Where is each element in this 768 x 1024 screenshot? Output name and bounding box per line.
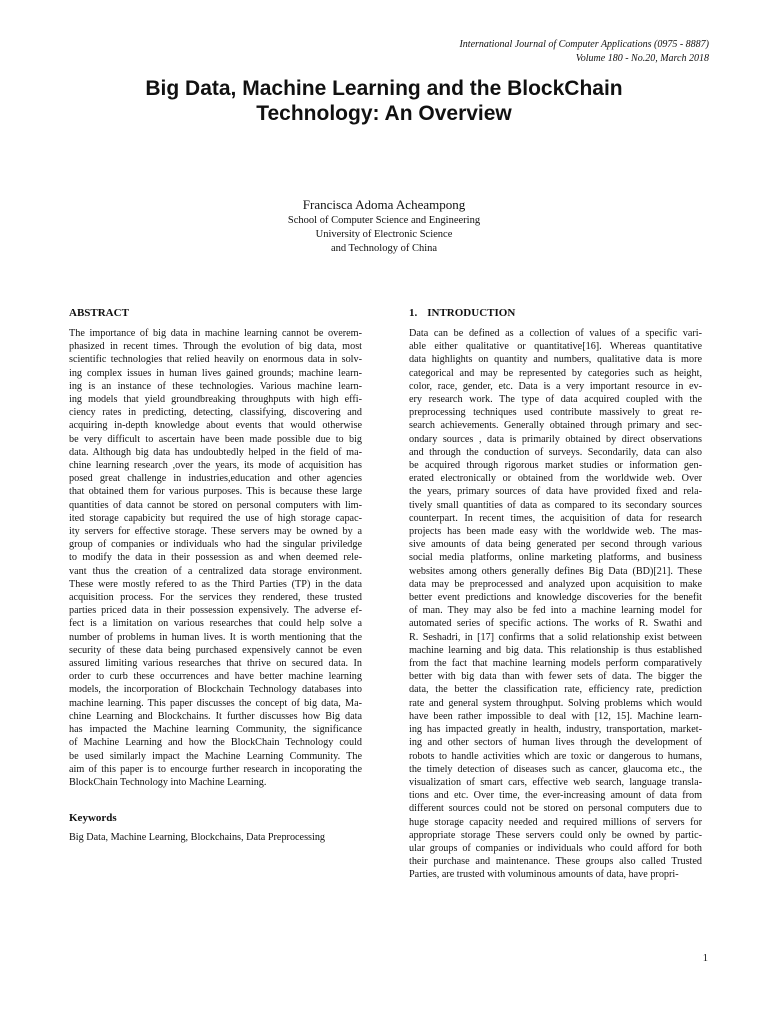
abstract-heading: ABSTRACT [69, 307, 129, 319]
text-line: machine learning. This paper discusses the concept of big data, Ma- [69, 697, 362, 709]
text-line: The importance of big data in machine learning cannot be overem- [69, 328, 362, 339]
text-line: order to curb these occurrences and have better machine learning [69, 671, 362, 683]
text-line: color, race, gender, etc. Data is a very important resource in ev- [409, 380, 702, 392]
abstract-section [69, 306, 362, 789]
text-line: to modify the data in their possession as and when deemed rele- [69, 552, 362, 564]
text-line: erated electronically or obtained from the worldwide web. Over [409, 473, 702, 485]
text-line: number of problems in human lives. It is worth mentioning that the [69, 631, 362, 643]
text-line: ing complex issues in human lives gained grounds; machine learn- [69, 367, 362, 379]
text-line: scientific technologies that relied heavily on enormous data in solv- [69, 354, 362, 366]
text-line: data. Although big data has undoubtedly helped in the field of ma- [69, 446, 362, 458]
text-line: websites among others generally defines Big Data (BD)[21]. These [409, 565, 702, 577]
author-affiliation-line: and Technology of China [330, 243, 438, 254]
text-line: data highlights on quantity and numbers, qualitative data is more [409, 354, 702, 366]
author-affiliation-line: School of Computer Science and Engineering [287, 215, 481, 226]
text-line: models, the incorporation of Blockchain Technology databases into [69, 684, 362, 696]
text-line: acquiring in-depth knowledge about events that would otherwise [69, 420, 362, 432]
text-line: ing is an instance of these technologies. Various machine learn- [69, 380, 362, 392]
introduction-heading [409, 306, 702, 320]
author-name: Francisca Adoma Acheampong [302, 197, 466, 212]
text-line: ited storage capabicity but required the use of high storage capac- [69, 512, 362, 524]
text-line: security of these data being purchased expensively cannot be even [69, 644, 362, 656]
text-line: ciency rates in predicting, detecting, classifying, discovering and [69, 407, 362, 419]
text-line: able either qualitative or quantitative[16]. Whereas quantitative [409, 341, 702, 353]
text-line: preprocessing techniques used contribute massively to great re- [409, 407, 702, 419]
text-line: automated series of specific actions. The works of R. Swathi and [409, 618, 702, 630]
journal-header [459, 38, 709, 66]
text-line: their purchase and maintenance. These groups also called Trusted [409, 856, 702, 868]
text-line: better with big data than with fewer sets of data. The bigger the [409, 671, 702, 683]
text-line: ular groups of companies or individuals who could afford for both [409, 842, 702, 854]
text-line: has impacted the Machine learning Community, the significance [69, 724, 362, 736]
text-line: chine Learning and Blockchains. It further discusses how Big data [69, 710, 362, 722]
text-line: the years, primary sources of data have provided fixed and rela- [409, 486, 702, 498]
text-line: Parties, are trusted with voluminous amounts of data, have propri- [409, 869, 679, 881]
text-line: Data can be defined as a collection of values of a specific vari- [409, 328, 702, 339]
page-number: 1 [702, 953, 708, 964]
text-line: sive amounts of data being generated per second through various [409, 539, 702, 551]
text-line: aim of this paper is to encourge further research in incoporating the [69, 763, 362, 775]
abstract-body [69, 327, 362, 789]
text-line: data may be preprocessed and analyzed upon acquisition to make [409, 578, 702, 590]
text-line: be acquired through rigorous market studies or information gen- [409, 460, 702, 472]
text-line: tions and etc. Over time, the ever-increasing amount of data from [409, 790, 702, 802]
text-line: parties priced data in their possession expensively. The adverse ef- [69, 605, 362, 617]
text-line: counterpart. In recent times, the acquisition of data for research [409, 512, 702, 524]
text-line: categorical and may be represented by categories such as height, [409, 367, 702, 379]
section-number: 1. [409, 307, 418, 319]
text-line: from the fact that machine learning models perform comparatively [409, 658, 702, 670]
text-line: machine learning and big data. This relationship is thus established [409, 644, 702, 656]
text-line: chine learning research ,over the years, its mode of acquisition has [69, 460, 362, 472]
text-line: huge storage capacity needed and required millions of servers for [409, 816, 702, 828]
text-line: BlockChain Technology into Machine Learning. [69, 776, 267, 788]
paper-title-line-2: Technology: An Overview [256, 102, 512, 125]
text-line: R. Seshadri, in [17] confirms that a solid relationship exist between [409, 631, 702, 643]
text-line: search achievements. Generally obtained through primary and sec- [409, 420, 702, 432]
author-block [184, 196, 584, 256]
journal-name: International Journal of Computer Applications (0975 - 8887) [459, 39, 709, 50]
text-line: rate and general system throughput. Solving problems which would [409, 697, 702, 709]
text-line: phasized in recent times. Through the evolution of big data, most [69, 341, 362, 353]
text-line: social media platforms, online marketing platforms, and business [409, 552, 702, 564]
text-line: ery research work. The type of data acquired coupled with the [409, 394, 702, 406]
text-line: robots to handle activities which are toxic or dangerous to humans, [409, 750, 702, 762]
introduction-body [409, 327, 702, 882]
text-line: acquisition process. For the services they rendered, these trusted [69, 592, 362, 604]
text-line: visualization of smart cars, effective web search, language transla- [409, 776, 702, 788]
text-line: of Machine Learning and how the BlockChain Technology could [69, 737, 362, 749]
keywords-heading: Keywords [69, 812, 117, 824]
text-line: These were mostly refered to as the Third Parties (TP) in the data [69, 578, 362, 590]
text-line: ing models that yield groundbreaking throughputs with high effi- [69, 394, 362, 406]
text-line: better event predictions and knowledge discoveries for the benefit [409, 592, 702, 604]
text-line: data, the better the classification rate, efficiency rate, prediction [409, 684, 702, 696]
text-line: of man. They may also be fed into a machine learning model for [409, 605, 702, 617]
text-line: and through the conduction of surveys. Secondarily, data can also [409, 446, 702, 458]
journal-volume: Volume 180 - No.20, March 2018 [575, 53, 709, 64]
text-line: quantities of data cannot be stored on personal computers with lim- [69, 499, 362, 511]
text-line: tively small quantities of data as compared to its secondary sources [409, 499, 702, 511]
text-line: posed great challenge in industries,education and other agencies [69, 473, 362, 485]
paper-title [60, 76, 708, 126]
text-line: assured limiting various researches that thrive on secured data. In [69, 658, 362, 670]
keywords-text: Big Data, Machine Learning, Blockchains, Data Preprocessing [69, 832, 326, 843]
text-line: group of companies or individuals who had the singular priviledge [69, 539, 362, 551]
section-title: INTRODUCTION [427, 307, 516, 319]
introduction-section [409, 306, 702, 882]
text-line: ing and other sectors of human lives through the development of [409, 737, 702, 749]
text-line: the timely detection of diseases such as cancer, glaucoma etc., the [409, 763, 702, 775]
text-line: ity servers for effective storage. These servers may be owned by a [69, 526, 362, 538]
text-line: projects has been made easy with the worldwide web. The mas- [409, 526, 702, 538]
text-line: different sources could not be stored on personal computers due to [409, 803, 702, 815]
keywords-section [69, 811, 362, 844]
author-affiliation-line: University of Electronic Science [315, 229, 453, 240]
text-line: appropriate storage These servers could only be owned by partic- [409, 829, 702, 841]
text-line: ondary sources , data is primarily obtained by direct observations [409, 433, 702, 445]
text-line: that obtained them for various purposes. This is because these large [69, 486, 362, 498]
text-line: have been rather impossible to deal with [12, 15]. Machine learn- [409, 710, 702, 722]
text-line: ing has impacted greatly in health, industry, transportation, market- [409, 724, 702, 736]
paper-title-line-1: Big Data, Machine Learning and the BlockChain [145, 77, 623, 100]
text-line: vant thus the creation of a centralized data storage environment. [69, 565, 362, 577]
text-line: be used similarly impact the Machine Learning Community. The [69, 750, 362, 762]
text-line: be very difficult to ascertain have been made possible due to big [69, 433, 362, 445]
text-line: fect is a limitation on various researches that could help solve a [69, 618, 362, 630]
